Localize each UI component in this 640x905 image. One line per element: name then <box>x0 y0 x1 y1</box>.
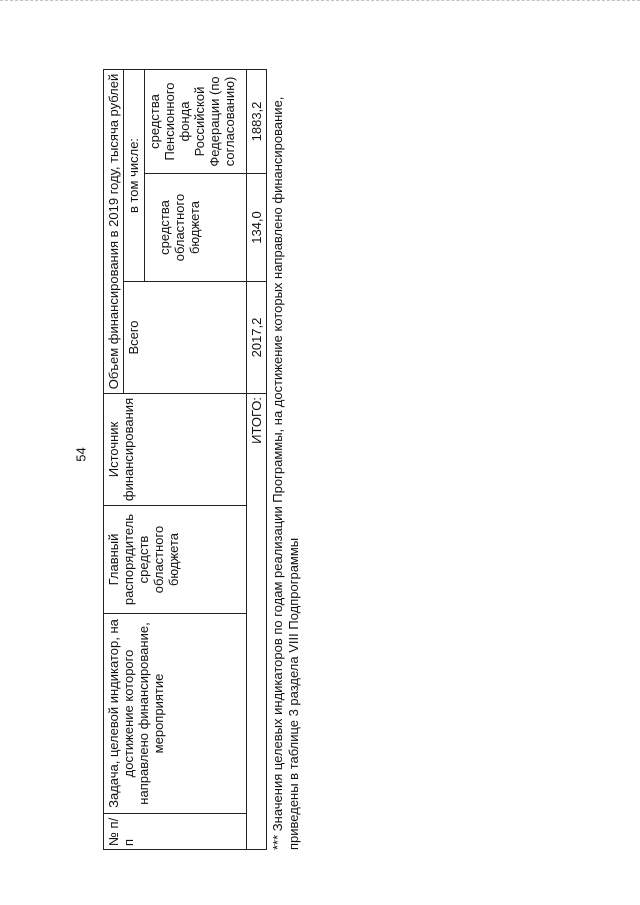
total-pension: 1883,2 <box>247 69 267 173</box>
header-regional: средства областного бюджета <box>145 174 247 282</box>
header-source: Источник финансирования <box>104 394 247 506</box>
total-row <box>247 69 267 849</box>
total-regional: 134,0 <box>247 174 267 282</box>
header-volume: Объем финансирования в 2019 году, тысяча рублей <box>104 69 124 393</box>
page-number: 54 <box>73 447 89 462</box>
header-main-manager: Главный распорядитель средств областного бюджета <box>104 506 247 614</box>
header-task: Задача, целевой индикатор, на достижение которого направлено финансирование, мероприятие <box>104 614 247 814</box>
total-label: ИТОГО: <box>247 394 267 850</box>
financing-table <box>103 69 267 850</box>
scan-edge <box>0 0 640 15</box>
header-pension: средства Пенсионного фонда Российской Федерации (по согласованию) <box>145 69 247 173</box>
rotated-sheet <box>103 70 313 850</box>
header-including: в том числе: <box>124 69 145 281</box>
header-num: № п/п <box>104 814 247 850</box>
footnote: *** Значения целевых индикаторов по годам реализации Программы, на достижение которых направлено финансирование, приведены в таблице 3 раздела VIII Подпрограммы <box>270 96 301 850</box>
total-all: 2017,2 <box>247 282 267 394</box>
header-row-1 <box>104 69 124 849</box>
header-total: Всего <box>124 282 247 394</box>
